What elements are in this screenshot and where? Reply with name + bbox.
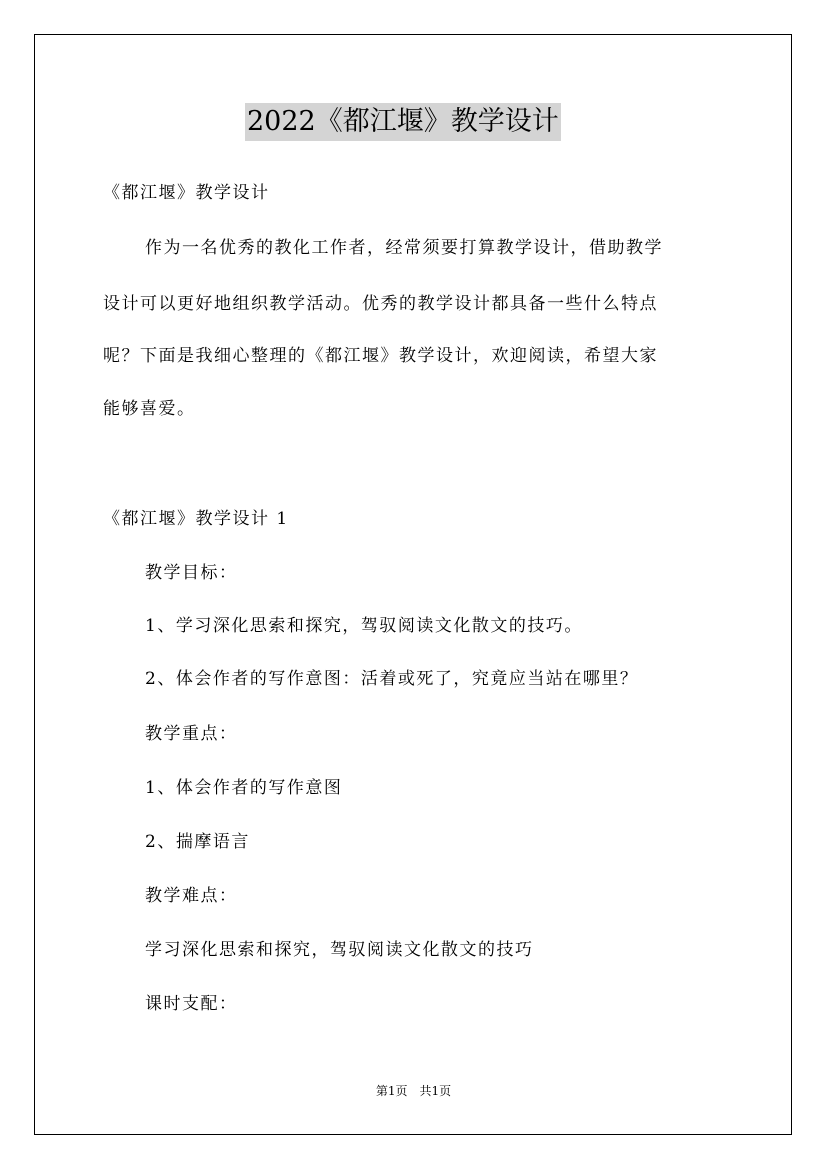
difficulty-label: 教学难点： [145, 886, 238, 906]
difficulty-text: 学习深化思索和探究，驾驭阅读文化散文的技巧 [145, 940, 534, 960]
key-point-item-2: 2、揣摩语言 [145, 832, 250, 852]
section-heading: 《都江堰》教学设计 1 [103, 509, 289, 529]
intro-line-2: 设计可以更好地组织教学活动。优秀的教学设计都具备一些什么特点 [103, 294, 658, 314]
schedule-label: 课时支配： [145, 994, 238, 1014]
intro-line-3: 呢？下面是我细心整理的《都江堰》教学设计，欢迎阅读，希望大家 [103, 346, 658, 366]
page-number-footer: 第1页 共1页 [375, 1084, 452, 1098]
key-point-item-1: 1、体会作者的写作意图 [145, 778, 343, 798]
objectives-label: 教学目标： [145, 563, 238, 583]
objective-item-1: 1、学习深化思索和探究，驾驭阅读文化散文的技巧。 [145, 616, 583, 636]
document-subtitle: 《都江堰》教学设计 [103, 183, 270, 203]
intro-line-4: 能够喜爱。 [103, 399, 196, 419]
document-title: 2022《都江堰》教学设计 [245, 103, 561, 141]
intro-line-1: 作为一名优秀的教化工作者，经常须要打算教学设计，借助教学 [145, 238, 663, 258]
objective-item-2: 2、体会作者的写作意图：活着或死了，究竟应当站在哪里？ [145, 669, 639, 689]
key-points-label: 教学重点： [145, 724, 238, 744]
